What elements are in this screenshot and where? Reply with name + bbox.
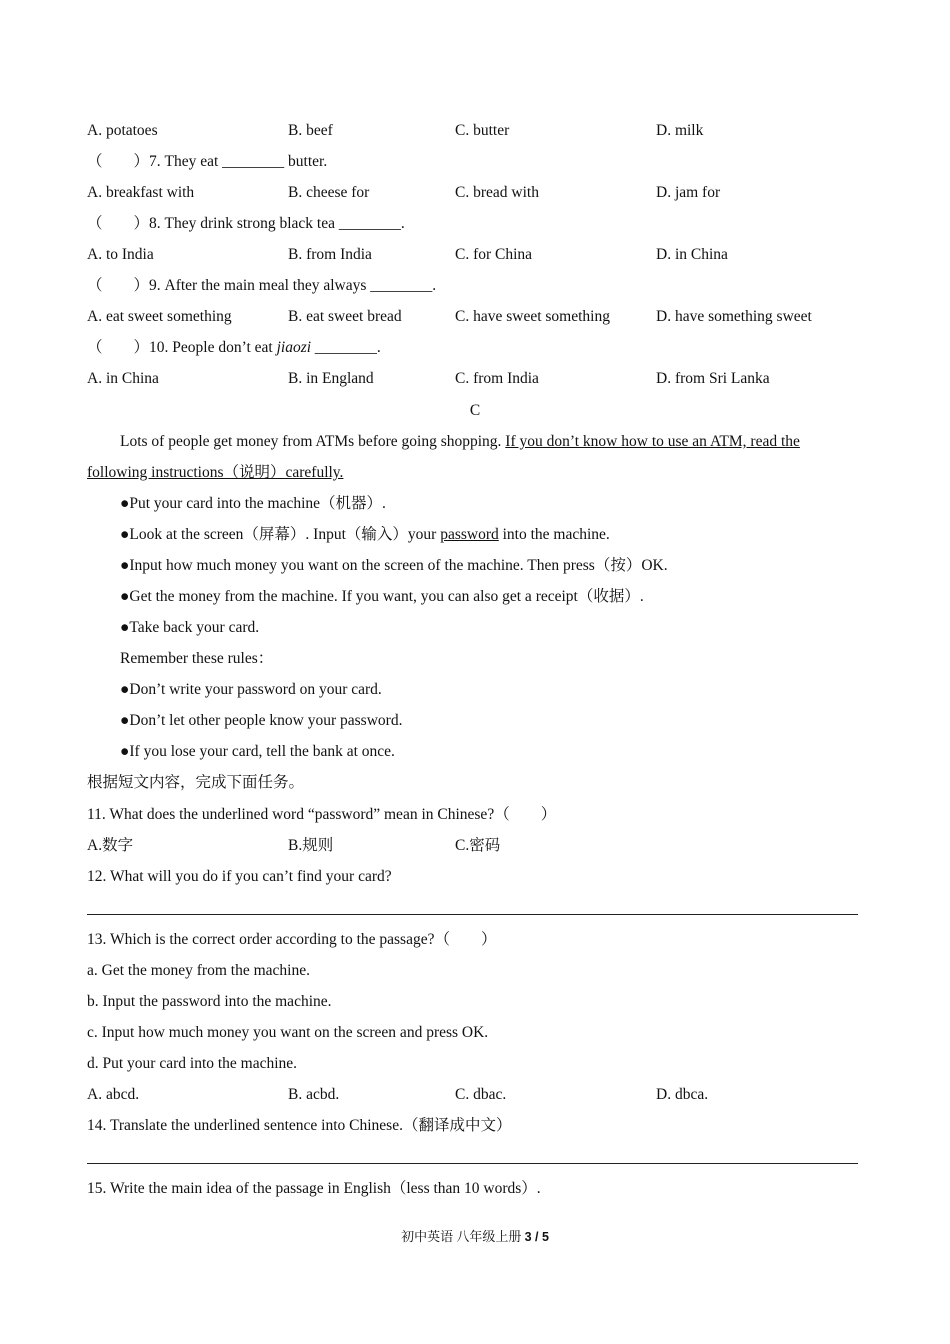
question-11 xyxy=(87,805,556,825)
q9-option-b: B. eat sweet bread xyxy=(288,308,402,325)
q8-option-d: D. in China xyxy=(656,246,728,263)
q6-option-c: C. butter xyxy=(455,122,510,139)
question-13 xyxy=(87,930,496,950)
q11-option-b: B.规则 xyxy=(288,837,334,854)
step-text: Put your card into the machine（机器）. xyxy=(129,495,386,512)
q13-option-a: A. abcd. xyxy=(87,1086,140,1103)
step-text-end: into the machine. xyxy=(498,526,610,543)
answer-paren: （ ） xyxy=(87,339,150,356)
question-9 xyxy=(87,276,436,296)
rule-2 xyxy=(120,711,402,731)
page-number: 3 / 5 xyxy=(524,1230,549,1244)
order-item-d: d. Put your card into the machine. xyxy=(87,1055,298,1072)
section-heading: C xyxy=(469,402,481,419)
q8-option-a: A. to India xyxy=(87,246,154,263)
underlined-sentence-continued: following instructions（说明）carefully. xyxy=(87,464,344,481)
order-item-a: a. Get the money from the machine. xyxy=(87,962,310,979)
bullet: ● xyxy=(120,712,130,729)
bullet: ● xyxy=(120,588,130,605)
question-12: 12. What will you do if you can’t find your card? xyxy=(87,868,392,885)
step-4 xyxy=(120,587,644,607)
step-text: Take back your card. xyxy=(129,619,260,636)
rule-text: If you lose your card, tell the bank at once. xyxy=(129,743,395,760)
q7-option-d: D. jam for xyxy=(656,184,721,201)
step-text: Look at the screen（屏幕）. Input（输入）your xyxy=(129,526,441,543)
footer-text: 初中英语 八年级上册 xyxy=(401,1229,525,1244)
q7-option-b: B. cheese for xyxy=(288,184,370,201)
answer-paren: （ ） xyxy=(494,806,557,823)
step-5 xyxy=(120,618,259,638)
answer-paren: （ ） xyxy=(87,215,150,232)
q6-option-d: D. milk xyxy=(656,122,704,139)
bullet: ● xyxy=(120,526,130,543)
step-2 xyxy=(120,525,610,545)
question-8 xyxy=(87,214,405,234)
answer-line-14[interactable] xyxy=(87,1163,858,1164)
q9-option-d: D. have something sweet xyxy=(656,308,812,325)
q11-option-c: C.密码 xyxy=(455,837,501,854)
question-text: 9. After the main meal they always ________. xyxy=(149,277,437,294)
passage-intro xyxy=(120,432,800,452)
page-footer xyxy=(0,1228,950,1246)
step-text: Get the money from the machine. If you want, you can also get a receipt（收据）. xyxy=(129,588,644,605)
rule-3 xyxy=(120,742,395,762)
q10-option-a: A. in China xyxy=(87,370,159,387)
step-text: Input how much money you want on the screen of the machine. Then press（按）OK. xyxy=(129,557,668,574)
q13-option-b: B. acbd. xyxy=(288,1086,340,1103)
q6-option-a: A. potatoes xyxy=(87,122,158,139)
answer-line-12[interactable] xyxy=(87,914,858,915)
question-7 xyxy=(87,152,327,172)
question-14: 14. Translate the underlined sentence into Chinese.（翻译成中文） xyxy=(87,1117,512,1134)
question-10 xyxy=(87,338,381,358)
bullet: ● xyxy=(120,681,130,698)
bullet: ● xyxy=(120,619,130,636)
bullet: ● xyxy=(120,557,130,574)
question-blank: ________. xyxy=(311,339,381,356)
rules-heading: Remember these rules： xyxy=(120,650,274,667)
task-instruction: 根据短文内容，完成下面任务。 xyxy=(87,774,305,791)
question-text: 13. Which is the correct order according to the passage? xyxy=(87,931,435,948)
q8-option-c: C. for China xyxy=(455,246,533,263)
q10-option-b: B. in England xyxy=(288,370,374,387)
answer-paren: （ ） xyxy=(87,153,150,170)
q8-option-b: B. from India xyxy=(288,246,372,263)
rule-text: Don’t let other people know your password. xyxy=(129,712,403,729)
q13-option-d: D. dbca. xyxy=(656,1086,709,1103)
q11-option-a: A.数字 xyxy=(87,837,134,854)
q7-option-c: C. bread with xyxy=(455,184,539,201)
underlined-word-password: password xyxy=(440,526,499,543)
question-text: 10. People don’t eat xyxy=(149,339,277,356)
order-item-b: b. Input the password into the machine. xyxy=(87,993,332,1010)
bullet: ● xyxy=(120,495,130,512)
q10-option-d: D. from Sri Lanka xyxy=(656,370,770,387)
passage-intro-text: Lots of people get money from ATMs before going shopping. xyxy=(120,433,506,450)
question-text: 7. They eat ________ butter. xyxy=(149,153,328,170)
question-15: 15. Write the main idea of the passage in English（less than 10 words）. xyxy=(87,1180,541,1197)
order-item-c: c. Input how much money you want on the screen and press OK. xyxy=(87,1024,489,1041)
q7-option-a: A. breakfast with xyxy=(87,184,195,201)
underlined-sentence: If you don’t know how to use an ATM, read the xyxy=(505,433,800,450)
answer-paren: （ ） xyxy=(434,931,497,948)
q10-option-c: C. from India xyxy=(455,370,539,387)
question-text: 8. They drink strong black tea ________. xyxy=(149,215,405,232)
rule-text: Don’t write your password on your card. xyxy=(129,681,382,698)
q9-option-c: C. have sweet something xyxy=(455,308,610,325)
rule-1 xyxy=(120,680,382,700)
q13-option-c: C. dbac. xyxy=(455,1086,507,1103)
question-italic-word: jiaozi xyxy=(276,339,312,356)
q6-option-b: B. beef xyxy=(288,122,333,139)
step-3 xyxy=(120,556,668,576)
question-text: 11. What does the underlined word “password” mean in Chinese? xyxy=(87,806,495,823)
bullet: ● xyxy=(120,743,130,760)
answer-paren: （ ） xyxy=(87,277,150,294)
q9-option-a: A. eat sweet something xyxy=(87,308,232,325)
step-1 xyxy=(120,494,386,514)
